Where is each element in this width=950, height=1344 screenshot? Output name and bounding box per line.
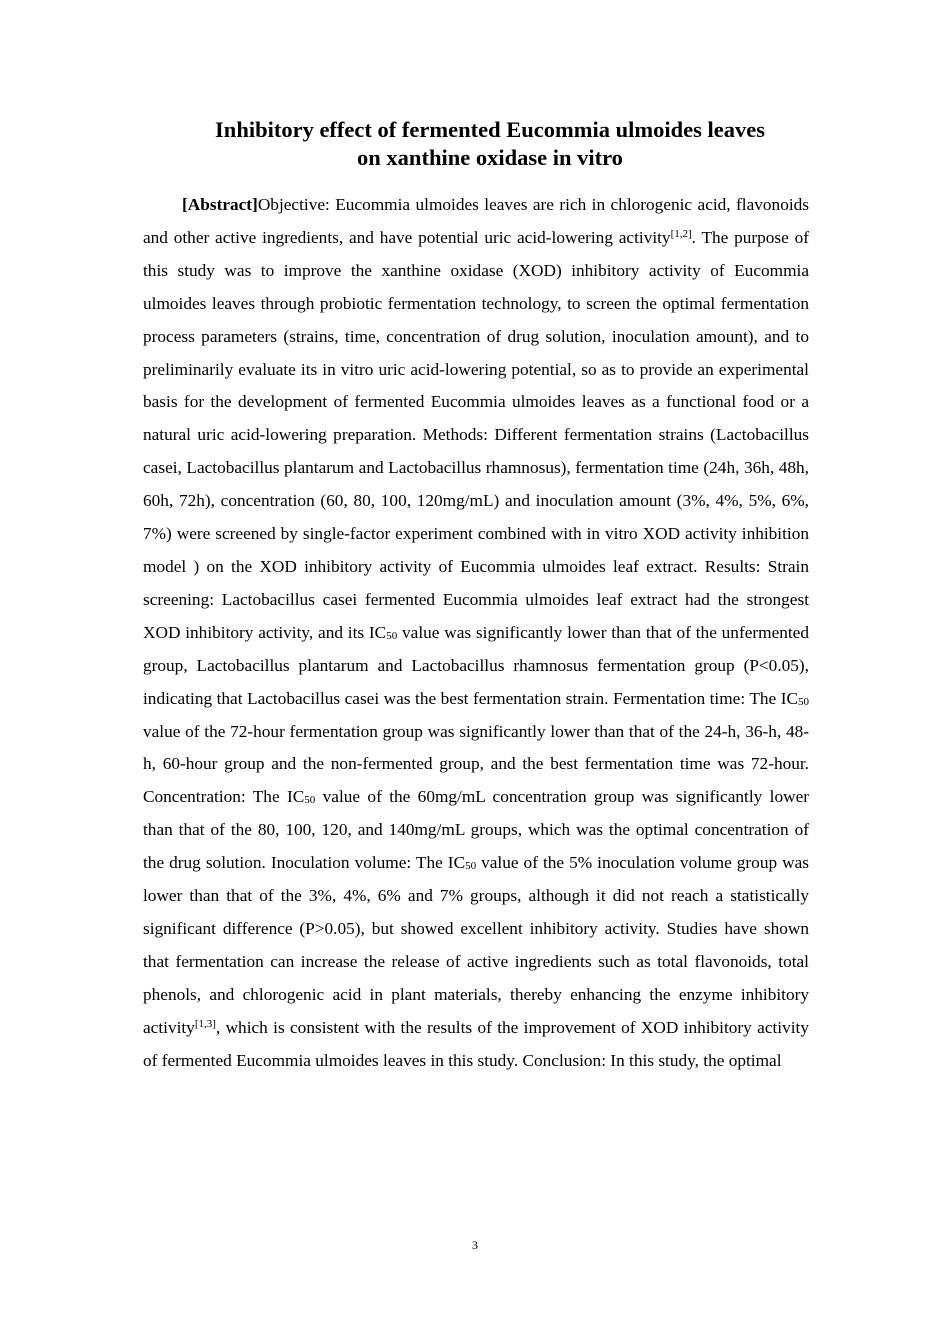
paper-title bbox=[150, 116, 830, 172]
title-line-2: on xanthine oxidase in vitro bbox=[357, 145, 623, 170]
abstract-text-5: value of the 60mg/mL concentration group was significantly lower than that of the 80, 100, 120, and 140mg/mL groups, which was the optimal concentration of the drug solution. Inoculation volume: The IC bbox=[143, 787, 809, 873]
ic50-subscript-1: 50 bbox=[386, 629, 398, 642]
ic50-subscript-3: 50 bbox=[304, 794, 316, 807]
abstract-text-6: value of the 5% inoculation volume group was lower than that of the 3%, 4%, 6% and 7% groups, although it did not reach a statistically significant difference (P>0.05), but showed excellent inhibitory activity. Studies have shown that fermentation can increase the release of active ingredients such as total flavonoids, total phenols, and chlorogenic acid in plant materials, thereby enhancing the enzyme inhibitory activity bbox=[143, 853, 809, 1037]
abstract-text-7: , which is consistent with the results of the improvement of XOD inhibitory activity of fermented Eucommia ulmoides leaves in this study. Conclusion: In this study, the optimal bbox=[143, 1017, 809, 1070]
abstract-text-1: Objective: Eucommia ulmoides leaves are rich in chlorogenic acid, flavonoids and other active ingredients, and have potential uric acid-lowering activity bbox=[143, 195, 809, 247]
ic50-subscript-2: 50 bbox=[798, 695, 809, 708]
abstract-paragraph bbox=[143, 189, 809, 1077]
abstract-text-3: value was significantly lower than that of the unfermented group, Lactobacillus plantarum and Lactobacillus rhamnosus fermentation group (P<0.05), indicating that Lactobacillus casei was the best fermentation strain. Fermentation time: The IC bbox=[143, 622, 809, 708]
citation-ref-2: [1,3] bbox=[194, 1017, 216, 1030]
abstract-text-4: value of the 72-hour fermentation group was significantly lower than that of the 24-h, 36-h, 48-h, 60-hour group and the non-fermented group, and the best fermentation time was 72-hour. Concentration: The IC bbox=[143, 721, 809, 807]
title-line-1: Inhibitory effect of fermented Eucommia ulmoides leaves bbox=[215, 117, 765, 142]
abstract-text-2: . The purpose of this study was to improve the xanthine oxidase (XOD) inhibitory activity of Eucommia ulmoides leaves through probiotic fermentation technology, to screen the optimal fermentation process parameters (strains, time, concentration of drug solution, inoculation amount), and to preliminarily evaluate its in vitro uric acid-lowering potential, so as to provide an experimental basis for the development of fermented Eucommia ulmoides leaves as a functional food or a natural uric acid-lowering preparation. Methods: Different fermentation strains (Lactobacillus casei, Lactobacillus plantarum and Lactobacillus rhamnosus), fermentation time (24h, 36h, 48h, 60h, 72h), concentration (60, 80, 100, 120mg/mL) and inoculation amount (3%, 4%, 5%, 6%, 7%) were screened by single-factor experiment combined with in vitro XOD activity inhibition model ) on the XOD inhibitory activity of Eucommia ulmoides leaf extract. Results: Strain screening: Lactobacillus casei fermented Eucommia ulmoides leaf extract had the strongest XOD inhibitory activity, and its IC bbox=[143, 227, 809, 642]
page-number: 3 bbox=[472, 1238, 478, 1252]
abstract-label: [Abstract] bbox=[182, 195, 258, 214]
citation-ref-1: [1,2] bbox=[670, 227, 692, 240]
ic50-subscript-4: 50 bbox=[465, 860, 477, 873]
